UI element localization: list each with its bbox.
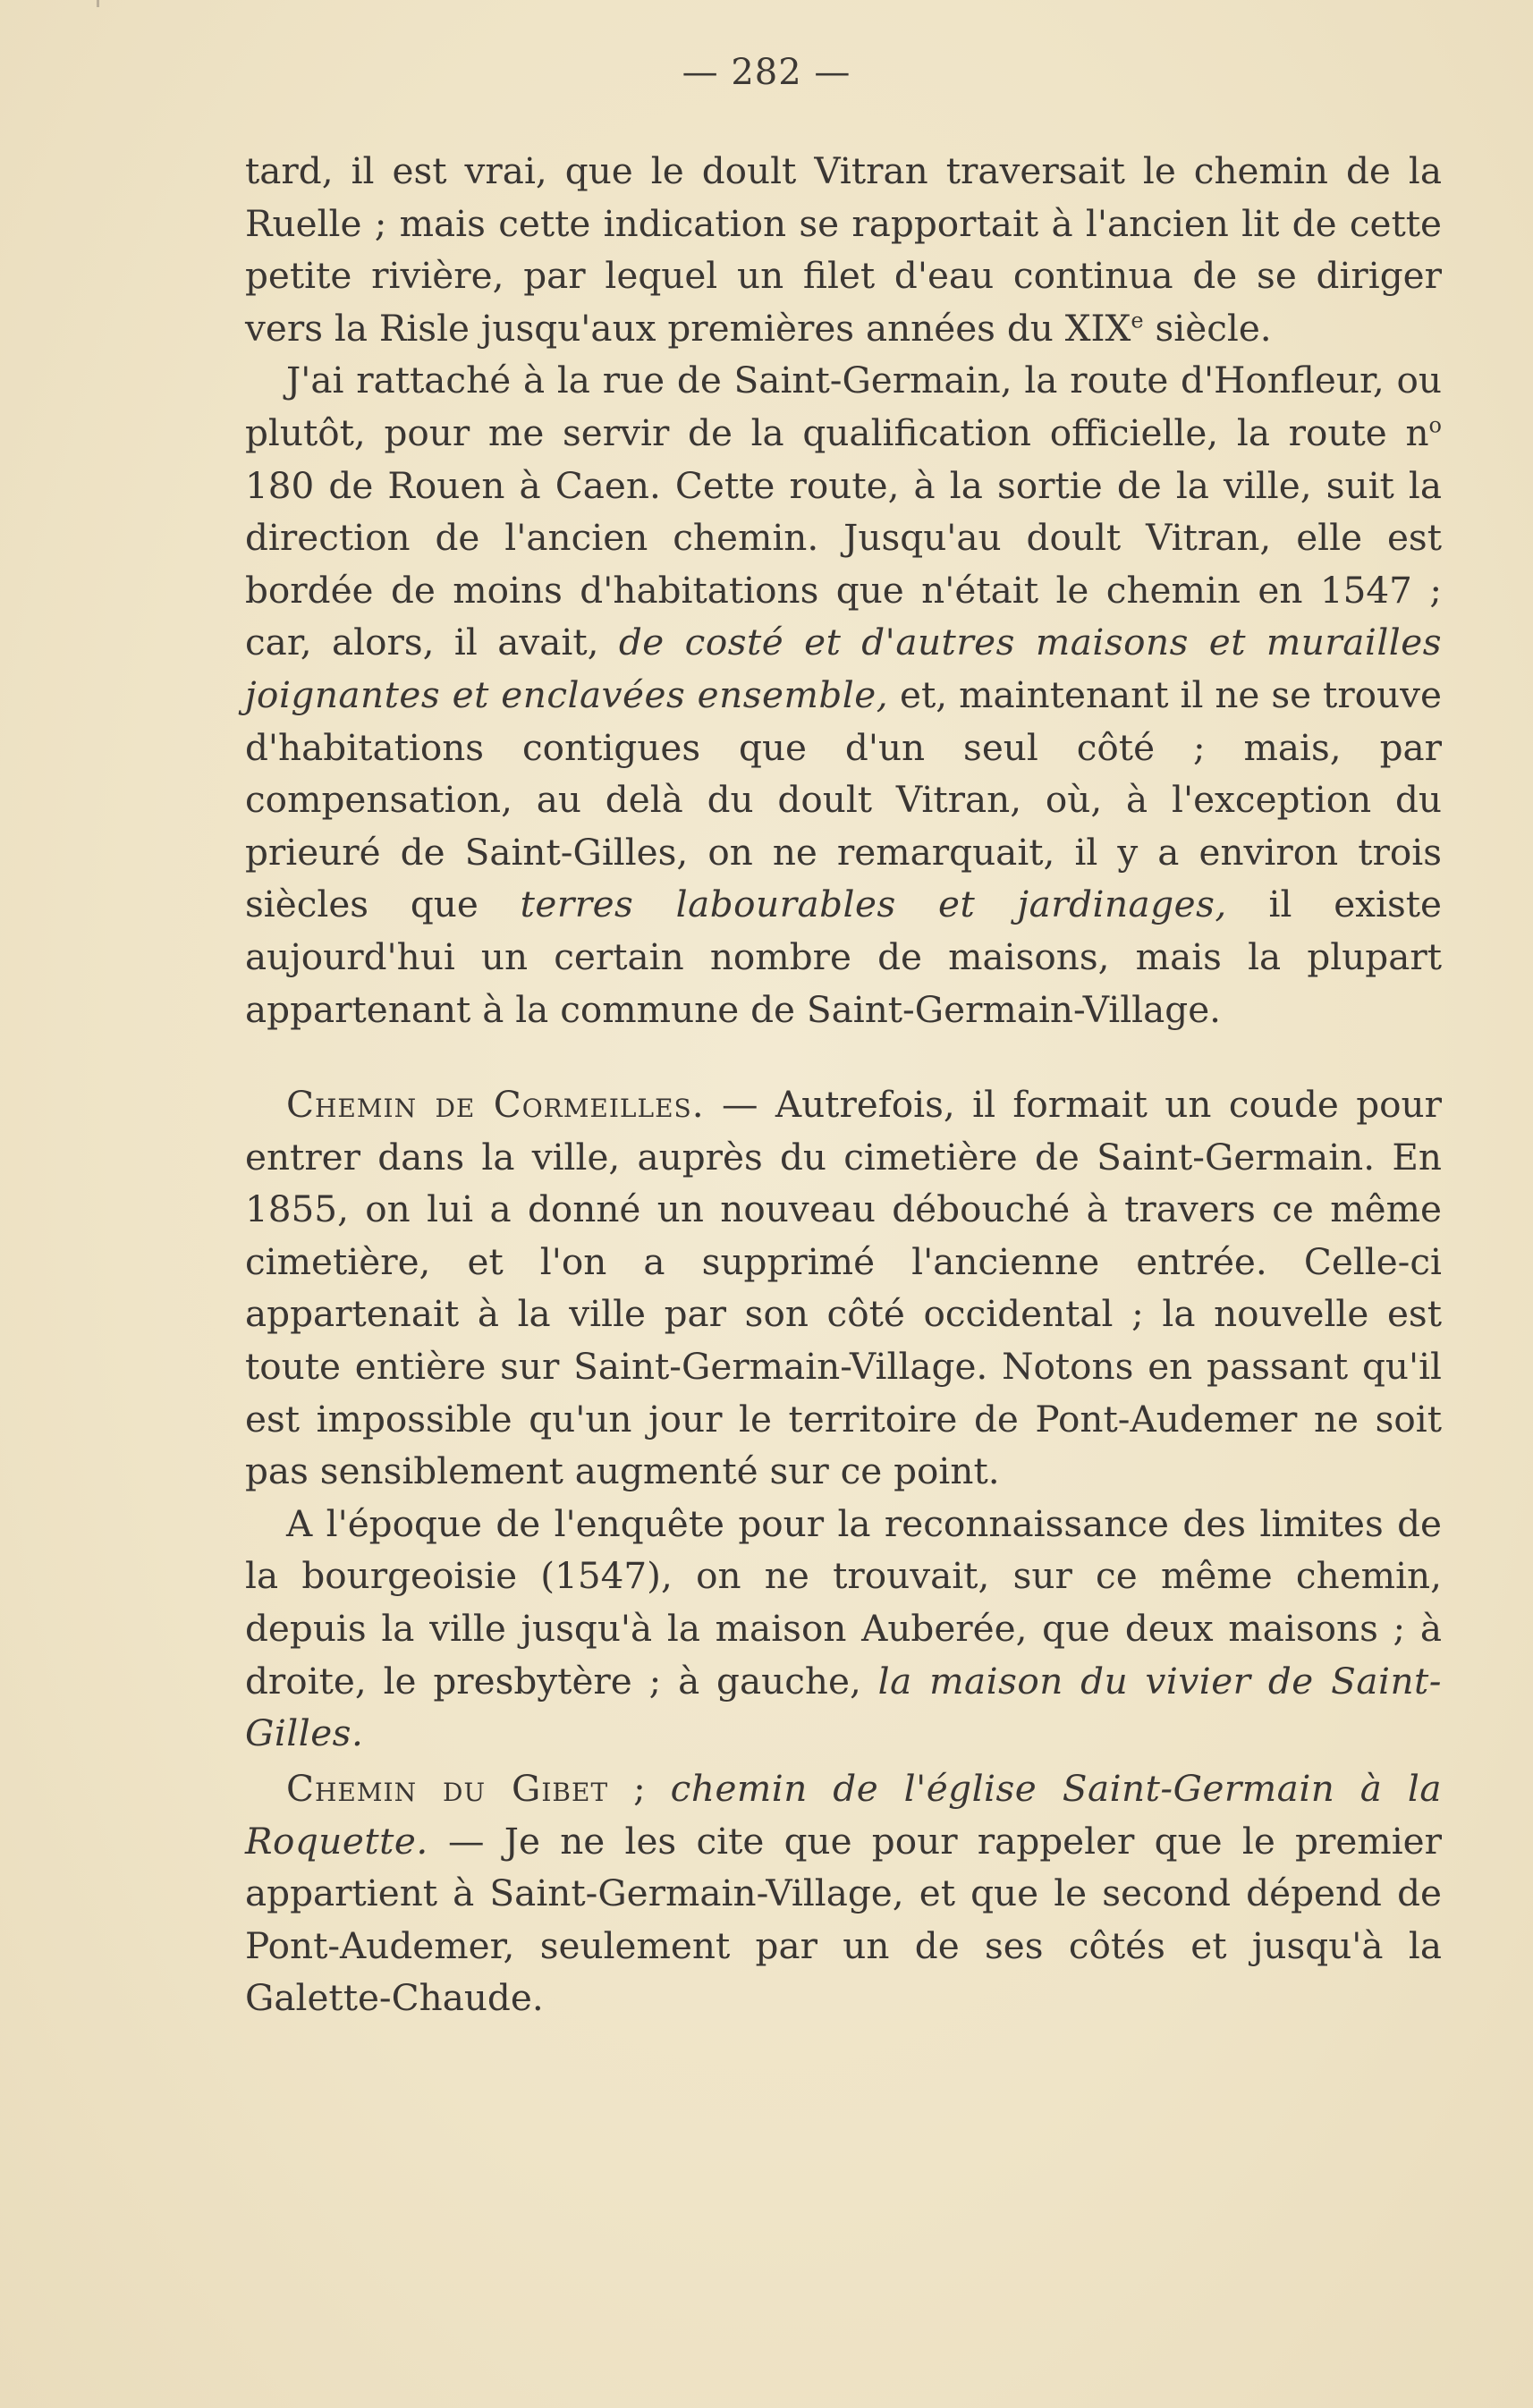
section-heading-gibet: Chemin du Gibet: [286, 1767, 609, 1810]
text-section-1: [245, 145, 1442, 1035]
heading-italic-gibet: chemin de l'église Saint-Germain à la Roquette.: [245, 1767, 1442, 1863]
quote-italic-2: terres labourables et jardinages,: [520, 883, 1227, 926]
paragraph-enquete: A l'époque de l'enquête pour la reconnaissance des limites de la bourgeoisie (1547), on ne trouvait, sur ce même chemin, depuis la ville jusqu'à la maison Auberée, que deux maisons ; à droite, le presbytère ; à gauche, la maison du vivier de Saint-Gilles.: [245, 1501, 1442, 1755]
quote-italic-3: la maison du vivier de Saint-Gilles.: [245, 1659, 1442, 1755]
page-number: — 282 —: [682, 52, 851, 93]
paragraph-chemin-du-gibet: Chemin du Gibet ; chemin de l'église Saint-Germain à la Roquette. — Je ne les cite que pour rappeler que le premier appartient à Saint-Germain-Village, et que le second dépend de Pont-Audemer, seulement par un de ses côtés et jusqu'à la Galette-Chaude.: [245, 1767, 1442, 2020]
quote-italic-1: de costé et d'autres maisons et murailles joignantes et enclavées ensemble,: [245, 621, 1442, 716]
paragraph-2: J'ai rattaché à la rue de Saint-Germain, la route d'Honfleur, ou plutôt, pour me servir de la qualification officielle, la route $n^o$ 180 de Rouen à Caen. Cette route, à la sortie de la ville, suit la direction de l'ancien chemin. Jusqu'au doult Vitran, elle est bordée de moins d'habitations que n'était le chemin en 1547 ; car, alors, il avait, de costé et d'autres maisons et murailles joignantes et enclavées ensemble, et, maintenant il ne se trouve d'habitations contigues que d'un seul côté ; mais, par compensation, au delà du doult Vitran, où, à l'exception du prieuré de Saint-Gilles, on ne remarquait, il y a environ trois siècles que terres labourables et jardinages, il existe aujourd'hui un certain nombre de maisons, mais la plupart appartenant à la commune de Saint-Germain-Village.: [245, 359, 1442, 1031]
text-section-3: [245, 1762, 1442, 2024]
text-section-2: [245, 1078, 1442, 1760]
section-heading-cormeilles: Chemin de Cormeilles.: [286, 1083, 705, 1126]
paragraph-chemin-de-cormeilles: Chemin de Cormeilles. — Autrefois, il formait un coude pour entrer dans la ville, auprès du cimetière de Saint-Germain. En 1855, on lui a donné un nouveau débouché à travers ce même cimetière, et l'on a supprimé l'ancienne entrée. Celle-ci appartenait à la ville par son côté occidental ; la nouvelle est toute entière sur Saint-Germain-Village. Notons en passant qu'il est impossible qu'un jour le territoire de Pont-Audemer ne soit pas sensiblement augmenté sur ce point.: [245, 1083, 1442, 1493]
paragraph-1: tard, il est vrai, que le doult Vitran traversait le chemin de la Ruelle ; mais cette indication se rapportait à l'ancien lit de cette petite rivière, par lequel un filet d'eau continua de se diriger vers la Risle jusqu'aux premières années du XIXe siècle.: [245, 149, 1442, 350]
margin-mark: [97, 0, 99, 7]
